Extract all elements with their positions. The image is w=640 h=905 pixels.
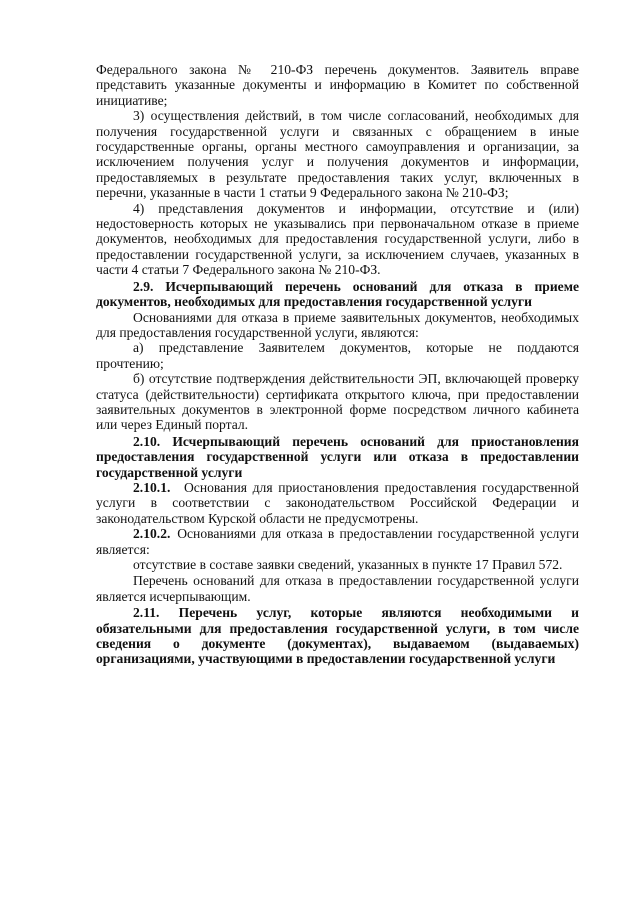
section-heading-2-9: 2.9. Исчерпывающий перечень оснований для отказа в приеме документов, необходимых для предоставления государственной услуги (96, 278, 579, 310)
paragraph-continuation: Федерального закона № 210-ФЗ перечень документов. Заявитель вправе представить указанные документы и информацию в Комитет по собственной инициативе; (96, 62, 579, 108)
paragraph-item-a: а) представление Заявителем документов, которые не поддаются прочтению; (96, 340, 579, 371)
clause-text-2-10-2: Основаниями для отказа в предоставлении государственной услуги является: (96, 526, 579, 557)
paragraph-absence-info: отсутствие в составе заявки сведений, указанных в пункте 17 Правил 572. (133, 557, 563, 572)
section-heading-2-11: 2.11. Перечень услуг, которые являются необходимыми и обязательными для предоставления государственной услуги, в том числе сведения о документе (документах), выдаваемом (выдаваемых) организациями, участвующими в предоставлении государственной услуги (96, 605, 579, 667)
paragraph-exhaustive-list: Перечень оснований для отказа в предоставлении государственной услуги является исчерпывающим. (96, 573, 579, 604)
clause-text-2-10-1: Основания для приостановления предоставления государственной услуги в соответствии с законодательством Российской Федерации и законодательством Курской области не предусмотрены. (96, 479, 579, 526)
paragraph-2-10-2 (96, 526, 579, 557)
paragraph-item-4: 4) представления документов и информации, отсутствие и (или) недостоверность которых не указывались при первоначальном отказе в приеме документов, необходимых для предоставления государственной услуги, либо в предоставлении государственной услуги, за исключением случаев, указанных в части 4 статьи 7 Федерального закона № 210-ФЗ. (96, 200, 579, 278)
paragraph-item-3: 3) осуществления действий, в том числе согласований, необходимых для получения государственной услуги и связанных с обращением в иные государственные органы, органы местного самоуправления и организации, за исключением получения услуг и получения документов и информации, предоставляемых в результате предоставления таких услуг, включенных в перечни, указанные в части 1 статьи 9 Федерального закона № 210-ФЗ; (96, 108, 579, 201)
clause-number-2-10-1: 2.10.1. (133, 479, 171, 495)
paragraph-grounds-intro: Основаниями для отказа в приеме заявительных документов, необходимых для предоставления государственной услуги, являются: (96, 309, 579, 340)
document-page (96, 62, 579, 667)
section-heading-2-10: 2.10. Исчерпывающий перечень оснований для приостановления предоставления государственной услуги или отказа в предоставлении государственной услуги (96, 433, 579, 480)
clause-number-2-10-2: 2.10.2. (133, 526, 171, 542)
paragraph-item-b: б) отсутствие подтверждения действительности ЭП, включающей проверку статуса (действительности) сертификата открытого ключа, при предоставлении заявительных документов в электронной форме посредством личного кабинета или через Единый портал. (96, 371, 579, 433)
paragraph-2-10-1 (96, 480, 579, 526)
